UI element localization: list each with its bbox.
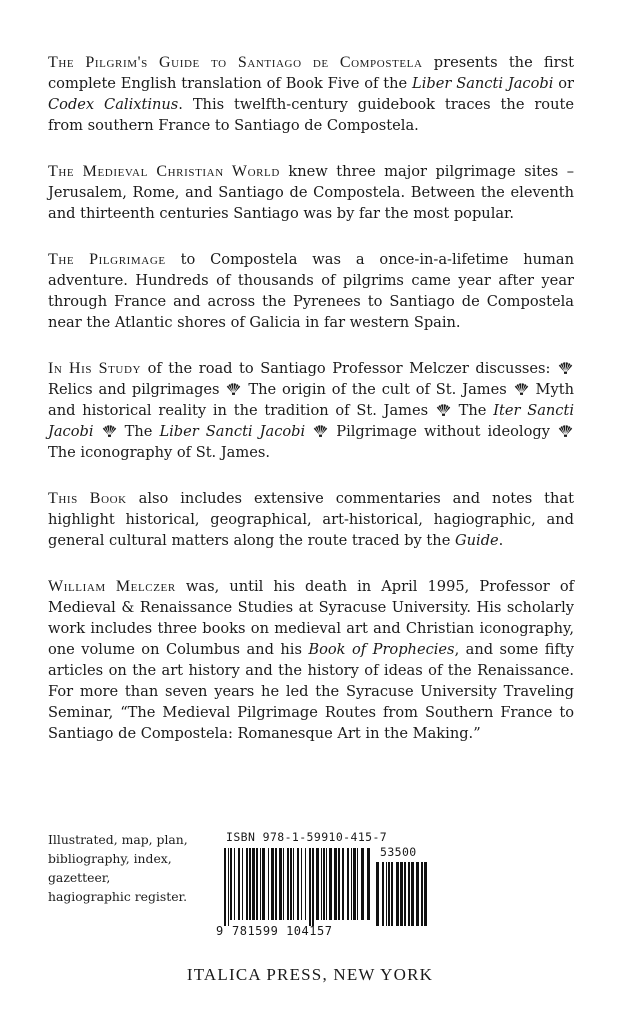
paragraph-text: The iconography of St. James. [48,444,270,461]
paragraph-text: was, until his death in April 1995, Professor of Medieval & Renaissance Studies at Syracuse University. His scholarly work includes three books on medieval art and Christian iconography, one volume on Columbus and his [48,578,575,658]
scallop-shell-icon [436,403,451,416]
paragraph-text: or [553,75,575,92]
cover-text [48,52,574,769]
paragraph-text: of the road to Santiago Professor Melczer discusses: [141,360,557,377]
feature-line: hagiographic register. [48,889,188,904]
italic-title: Liber Sancti Jacobi [159,423,306,440]
paragraph [48,161,574,224]
scallop-shell-icon [226,382,241,395]
paragraph-text: . [498,532,504,549]
feature-line: bibliography, index, [48,851,172,866]
paragraph [48,488,574,551]
paragraph-lead: The Medieval Christian World [48,163,280,180]
paragraph-text: Relics and pilgrimages [48,381,226,398]
paragraph-lead: In His Study [48,360,142,377]
paragraph-text: . This twelfth-century guidebook traces the route from southern France to Santiago de Compostela. [48,96,574,134]
paragraph [48,52,574,136]
scallop-shell-icon [558,361,573,374]
scallop-shell-icon [102,424,117,437]
paragraph-text: to Compostela was a once-in-a-lifetime human adventure. Hundreds of thousands of pilgrims came year after year through France and across the Pyrenees to Santiago de Compostela near the Atlantic shores of Galicia in far western Spain. [48,251,574,331]
italic-title: Liber Sancti Jacobi [412,75,554,92]
paragraph-text: The [451,402,494,419]
paragraph-text [305,423,312,440]
paragraph-text [94,423,101,440]
scallop-shell-icon [313,424,328,437]
bottom-section [48,830,574,950]
paragraph-lead: The Pilgrimage [48,251,166,268]
scallop-shell-icon [558,424,573,437]
italic-title: Codex Calixtinus [48,96,179,113]
feature-line: Illustrated, map, plan, [48,832,188,847]
paragraph [48,576,574,744]
paragraph [48,358,574,463]
italic-title: Iter Sancti Jacobi [48,402,574,440]
paragraph-text: Myth and historical reality in the tradition of St. James [48,381,574,419]
scallop-shell-icon [514,382,529,395]
paragraph-lead: William Melczer [48,578,176,595]
isbn-label: ISBN 978-1-59910-415-7 [226,830,388,844]
paragraph-text: presents the first complete English translation of Book Five of the [48,54,574,92]
paragraph-lead: This Book [48,490,127,507]
italic-title: Book of Prophecies [308,641,455,658]
price-code: 53500 [380,845,417,859]
barcode-digit-first: 9 [216,924,224,938]
paragraph-text: , and some fifty articles on the art history and the history of ideas of the Renaissance. For more than seven years he led the Syracuse University Traveling Seminar, “The Medieval Pilgrimage Routes from Southern France to Santiago de Compostela: Romanesque Art in the Making.” [48,641,574,742]
paragraph-text: Pilgrimage without ideology [329,423,557,440]
paragraph-text: also includes extensive commentaries and notes that highlight historical, geographical, art-historical, hagiographic, and general cultural matters along the route traced by the [48,490,574,549]
paragraph-text: knew three major pilgrimage sites – Jerusalem, Rome, and Santiago de Compostela. Between the eleventh and thirteenth centuries Santiago was by far the most popular. [48,163,574,222]
italic-title: Guide [454,532,499,549]
book-features-list [48,830,198,906]
isbn-barcode [216,830,430,940]
paragraph [48,249,574,333]
publisher-imprint: ITALICA PRESS, NEW YORK [186,965,434,984]
paragraph-lead: The Pilgrim's Guide to Santiago de Compostela [48,54,423,71]
barcode-digits: 781599 104157 [232,924,333,938]
paragraph-text: The [117,423,160,440]
paragraph-text: The origin of the cult of St. James [242,381,513,398]
feature-line: gazetteer, [48,870,111,885]
